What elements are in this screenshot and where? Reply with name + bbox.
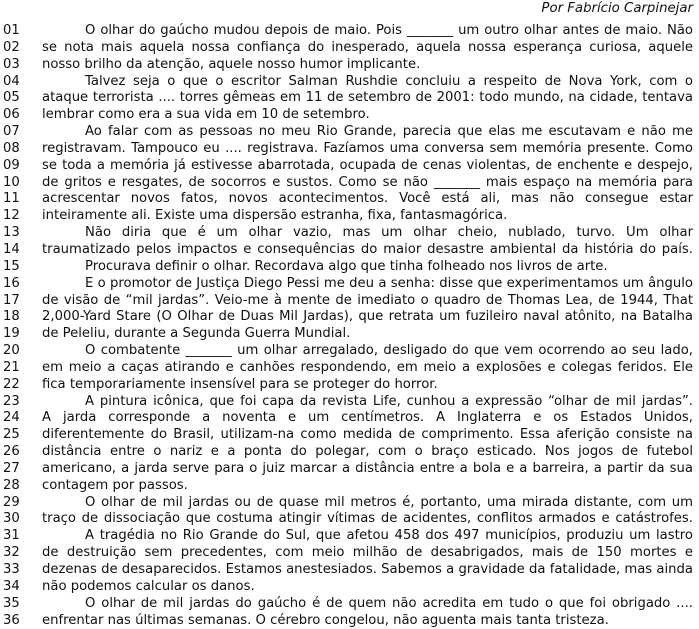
line-number: 20 bbox=[3, 343, 20, 359]
text-line bbox=[0, 74, 699, 91]
text-line bbox=[0, 158, 699, 175]
text-line bbox=[0, 343, 699, 360]
line-text: nosso brilho da atenção, aquele nosso humor implicante. bbox=[42, 56, 421, 72]
text-line bbox=[0, 309, 699, 326]
line-text: diferentemente do Brasil, utilizam-na como medida de comprimento. Essa aferição consiste na bbox=[42, 427, 693, 443]
line-text: registravam. Tampouco eu .... registrava. Fazíamos uma conversa sem memória presente. Como bbox=[42, 140, 693, 156]
line-text: de visão de “mil jardas”. Veio-me à mente de imediato o quadro de Thomas Lea, de 1944, That bbox=[42, 292, 693, 308]
text-line bbox=[0, 427, 699, 444]
text-line bbox=[0, 360, 699, 377]
line-text: E o promotor de Justiça Diego Pessi me deu a senha: disse que experimentamos um ângulo bbox=[85, 275, 693, 291]
line-text: distância entre o nariz e a ponta do polegar, com o braço esticado. Nos jogos de futebol bbox=[42, 444, 693, 460]
text-line bbox=[0, 444, 699, 461]
line-text: A jarda corresponde a noventa e um centímetros. A Inglaterra e os Estados Unidos, bbox=[42, 410, 693, 426]
line-number: 13 bbox=[3, 225, 20, 241]
line-number: 07 bbox=[3, 124, 20, 140]
line-text: traumatizado pelos impactos e consequências do maior desastre ambiental da história do país. bbox=[42, 241, 693, 257]
line-number: 08 bbox=[3, 140, 20, 156]
line-number: 18 bbox=[3, 309, 20, 325]
line-number: 24 bbox=[3, 410, 20, 426]
line-number: 35 bbox=[3, 595, 20, 611]
line-text: se toda a memória já estivesse abarrotada, ocupada de cenas violentas, de enchente e despejo, bbox=[42, 157, 693, 173]
line-text: Não diria que é um olhar vazio, mas um olhar cheio, nublado, turvo. Um olhar bbox=[85, 225, 693, 241]
text-line bbox=[0, 613, 699, 629]
author-byline: Por Fabrício Carpinejar bbox=[541, 1, 693, 16]
line-number: 15 bbox=[3, 258, 20, 274]
text-line bbox=[0, 124, 699, 141]
line-number: 31 bbox=[3, 528, 20, 544]
line-text: Ao falar com as pessoas no meu Rio Grande, parecia que elas me escutavam e não me bbox=[85, 124, 693, 140]
line-text: inteiramente ali. Existe uma dispersão estranha, fixa, fantasmagórica. bbox=[42, 208, 508, 224]
text-line bbox=[0, 410, 699, 427]
text-line bbox=[0, 562, 699, 579]
line-text: de destruição sem precedentes, com meio milhão de desabrigados, mais de 150 mortes e bbox=[42, 545, 693, 561]
text-line bbox=[0, 107, 699, 124]
text-line bbox=[0, 495, 699, 512]
text-line bbox=[0, 394, 699, 411]
line-number: 33 bbox=[3, 562, 20, 577]
line-text: de Peleliu, durante a Segunda Guerra Mundial. bbox=[42, 326, 351, 342]
line-number: 21 bbox=[3, 359, 20, 375]
line-text: contagem por passos. bbox=[42, 477, 188, 493]
line-text: fica temporariamente insensível para se proteger do horror. bbox=[42, 376, 438, 392]
line-number: 23 bbox=[3, 393, 20, 409]
line-text: americano, a jarda serve para o juiz marcar a distância entre a bola e a barreira, a partir da sua bbox=[42, 460, 693, 476]
line-text: O combatente _______ um olhar arregalado, desligado do que vem ocorrendo ao seu lado, bbox=[85, 343, 693, 359]
line-number: 04 bbox=[3, 73, 20, 89]
line-number: 29 bbox=[3, 494, 20, 510]
numbered-text bbox=[0, 23, 699, 629]
line-number: 36 bbox=[3, 612, 20, 628]
line-text: de gritos e resgates, de socorros e sustos. Como se não _______ mais espaço na memória para bbox=[42, 174, 693, 190]
line-number: 17 bbox=[3, 292, 20, 308]
line-number: 28 bbox=[3, 477, 20, 493]
line-number: 10 bbox=[3, 174, 20, 190]
line-number: 26 bbox=[3, 444, 20, 460]
line-number: 06 bbox=[3, 107, 20, 123]
line-text: Talvez seja o que o escritor Salman Rushdie concluiu a respeito de Nova York, com o bbox=[85, 73, 693, 89]
line-number: 11 bbox=[3, 191, 20, 207]
text-line bbox=[0, 545, 699, 562]
line-text: não podemos calcular os danos. bbox=[42, 578, 255, 594]
text-line bbox=[0, 141, 699, 158]
line-text: lembrar como era a sua vida em 10 de setembro. bbox=[42, 107, 370, 123]
line-number: 16 bbox=[3, 275, 20, 291]
text-line bbox=[0, 90, 699, 107]
line-number: 19 bbox=[3, 326, 20, 342]
text-line bbox=[0, 259, 699, 276]
line-text: A tragédia no Rio Grande do Sul, que afetou 458 dos 497 municípios, produziu um lastro bbox=[85, 528, 693, 544]
text-line bbox=[0, 225, 699, 242]
line-number: 02 bbox=[3, 39, 20, 55]
line-text: 2,000-Yard Stare (O Olhar de Duas Mil Jardas), que retrata um fuzileiro naval atônito, na Batalha bbox=[42, 309, 693, 325]
line-number: 03 bbox=[3, 56, 20, 72]
line-number: 25 bbox=[3, 427, 20, 443]
line-number: 12 bbox=[3, 208, 20, 224]
line-text: dezenas de desaparecidos. Estamos anestesiados. Sabemos a gravidade da fatalidade, mas ainda bbox=[42, 562, 693, 577]
text-line bbox=[0, 276, 699, 293]
line-text: se nota mais aquela nossa confiança do inesperado, aquela nossa esperança curiosa, aquele bbox=[42, 39, 693, 55]
text-line bbox=[0, 175, 699, 192]
line-text: A pintura icônica, que foi capa da revista Life, cunhou a expressão “olhar de mil jardas”. bbox=[85, 393, 693, 409]
text-line bbox=[0, 478, 699, 495]
line-number: 05 bbox=[3, 90, 20, 106]
line-number: 34 bbox=[3, 578, 20, 594]
line-text: Procurava definir o olhar. Recordava algo que tinha folheado nos livros de arte. bbox=[85, 258, 608, 274]
text-line bbox=[0, 377, 699, 394]
text-line bbox=[0, 40, 699, 57]
line-text: traço de dissociação que costuma atingir vítimas de acidentes, conflitos armados e catástrofes. bbox=[42, 511, 693, 527]
line-number: 27 bbox=[3, 460, 20, 476]
line-text: em meio a caças atirando e canhões respondendo, em meio a explosões e colegas feridos. Ele bbox=[42, 359, 693, 375]
text-line bbox=[0, 596, 699, 613]
line-number: 22 bbox=[3, 376, 20, 392]
line-text: ataque terrorista .... torres gêmeas em 11 de setembro de 2001: todo mundo, na cidade, tentava bbox=[42, 90, 693, 106]
text-line bbox=[0, 528, 699, 545]
text-line bbox=[0, 191, 699, 208]
text-line bbox=[0, 326, 699, 343]
text-line bbox=[0, 293, 699, 310]
text-line bbox=[0, 461, 699, 478]
line-number: 30 bbox=[3, 511, 20, 527]
line-number: 32 bbox=[3, 545, 20, 561]
line-text: enfrentar nas últimas semanas. O cérebro congelou, não aguenta mais tanta tristeza. bbox=[42, 612, 609, 628]
text-line bbox=[0, 208, 699, 225]
line-text: acrescentar novos fatos, novos acontecimentos. Você está ali, mas não consegue estar bbox=[42, 191, 693, 207]
line-text: O olhar de mil jardas ou de quase mil metros é, portanto, uma mirada distante, com um bbox=[85, 494, 693, 510]
text-line bbox=[0, 57, 699, 74]
text-line bbox=[0, 242, 699, 259]
text-line bbox=[0, 23, 699, 40]
line-number: 14 bbox=[3, 241, 20, 257]
text-line bbox=[0, 579, 699, 596]
line-number: 09 bbox=[3, 157, 20, 173]
text-line bbox=[0, 511, 699, 528]
line-text: O olhar do gaúcho mudou depois de maio. Pois _______ um outro olhar antes de maio. Não bbox=[85, 23, 693, 38]
line-text: O olhar de mil jardas do gaúcho é de quem não acredita em tudo o que foi obrigado .... bbox=[85, 595, 693, 611]
line-number: 01 bbox=[3, 23, 20, 38]
